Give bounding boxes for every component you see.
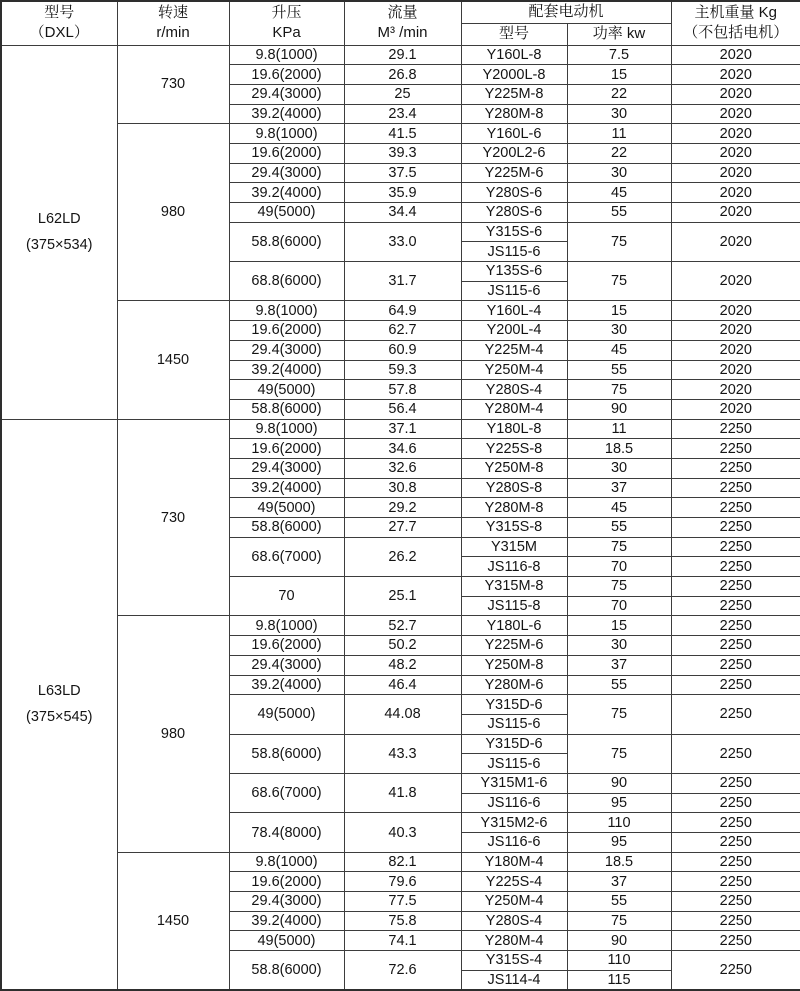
weight-cell: 2250 [671,518,800,538]
power-cell: 37 [567,478,671,498]
motor-model-cell: Y280M-4 [461,931,567,951]
power-cell: 15 [567,65,671,85]
motor-model-cell: Y250M-8 [461,655,567,675]
weight-cell: 2250 [671,872,800,892]
motor-model-cell: Y315M [461,537,567,557]
motor-model-cell: Y250M-4 [461,892,567,912]
pressure-cell: 39.2(4000) [229,183,344,203]
motor-model-cell: JS115-6 [461,714,567,734]
motor-model-cell: Y315S-4 [461,951,567,971]
motor-model-cell: Y160L-8 [461,45,567,65]
weight-cell: 2250 [671,577,800,597]
pressure-cell: 70 [229,577,344,616]
power-cell: 30 [567,458,671,478]
header-model-line1: 型号 [44,4,75,22]
flow-cell: 31.7 [344,262,461,301]
power-cell: 70 [567,557,671,577]
flow-cell: 43.3 [344,734,461,773]
pressure-cell: 68.6(7000) [229,537,344,576]
power-cell: 30 [567,321,671,341]
pressure-cell: 19.6(2000) [229,872,344,892]
flow-cell: 62.7 [344,321,461,341]
power-cell: 115 [567,970,671,990]
motor-model-cell: Y180L-8 [461,419,567,439]
pressure-cell: 29.4(3000) [229,458,344,478]
weight-cell: 2250 [671,616,800,636]
flow-cell: 40.3 [344,813,461,852]
weight-cell: 2250 [671,695,800,734]
weight-cell: 2250 [671,911,800,931]
pressure-cell: 9.8(1000) [229,419,344,439]
header-speed [117,1,229,45]
weight-cell: 2020 [671,45,800,65]
header-flow [344,1,461,45]
power-cell: 55 [567,518,671,538]
motor-model-cell: JS116-8 [461,557,567,577]
power-cell: 37 [567,872,671,892]
table-header [1,1,800,45]
motor-model-cell: Y315M1-6 [461,773,567,793]
power-cell: 90 [567,931,671,951]
pressure-cell: 29.4(3000) [229,340,344,360]
pressure-cell: 29.4(3000) [229,163,344,183]
motor-model-cell: JS116-6 [461,793,567,813]
pressure-cell: 58.8(6000) [229,399,344,419]
header-model-line2: （DXL） [29,24,89,42]
weight-cell: 2020 [671,380,800,400]
weight-cell: 2250 [671,931,800,951]
power-cell: 75 [567,380,671,400]
motor-model-cell: Y315S-6 [461,222,567,242]
motor-model-cell: Y280M-8 [461,498,567,518]
pressure-cell: 9.8(1000) [229,124,344,144]
power-cell: 70 [567,596,671,616]
flow-cell: 74.1 [344,931,461,951]
weight-cell: 2250 [671,439,800,459]
motor-model-cell: Y160L-6 [461,124,567,144]
power-cell: 55 [567,892,671,912]
flow-cell: 33.0 [344,222,461,261]
header-flow-line1: 流量 [387,4,418,22]
power-cell: 45 [567,498,671,518]
motor-model-cell: Y2000L-8 [461,65,567,85]
weight-cell: 2250 [671,478,800,498]
power-cell: 37 [567,655,671,675]
pressure-cell: 58.8(6000) [229,951,344,990]
weight-cell: 2250 [671,675,800,695]
flow-cell: 30.8 [344,478,461,498]
flow-cell: 77.5 [344,892,461,912]
flow-cell: 26.2 [344,537,461,576]
motor-model-cell: Y135S-6 [461,262,567,282]
weight-cell: 2250 [671,655,800,675]
flow-cell: 79.6 [344,872,461,892]
header-motor-model: 型号 [461,23,567,45]
power-cell: 18.5 [567,852,671,872]
weight-cell: 2250 [671,852,800,872]
power-cell: 15 [567,301,671,321]
pressure-cell: 39.2(4000) [229,478,344,498]
motor-model-cell: Y225S-4 [461,872,567,892]
weight-cell: 2020 [671,262,800,301]
pressure-cell: 39.2(4000) [229,104,344,124]
header-motor-group: 配套电动机 [461,1,671,23]
weight-cell: 2020 [671,399,800,419]
rpm-cell: 1450 [117,852,229,990]
model-name: L62LD [37,211,81,228]
pressure-cell: 19.6(2000) [229,143,344,163]
rpm-cell: 980 [117,124,229,301]
flow-cell: 34.4 [344,203,461,223]
motor-model-cell: JS115-8 [461,596,567,616]
flow-cell: 48.2 [344,655,461,675]
motor-model-cell: Y280M-6 [461,675,567,695]
header-pressure-line2: KPa [272,24,301,42]
flow-cell: 25 [344,84,461,104]
weight-cell: 2020 [671,84,800,104]
flow-cell: 44.08 [344,695,461,734]
power-cell: 55 [567,675,671,695]
motor-model-cell: Y280M-4 [461,399,567,419]
weight-cell: 2020 [671,163,800,183]
flow-cell: 50.2 [344,636,461,656]
pressure-cell: 9.8(1000) [229,301,344,321]
power-cell: 110 [567,951,671,971]
motor-model-cell: Y280S-4 [461,380,567,400]
header-row-1 [1,1,800,23]
flow-cell: 60.9 [344,340,461,360]
flow-cell: 26.8 [344,65,461,85]
flow-cell: 41.5 [344,124,461,144]
motor-model-cell: Y180L-6 [461,616,567,636]
flow-cell: 57.8 [344,380,461,400]
power-cell: 11 [567,124,671,144]
power-cell: 75 [567,222,671,261]
weight-cell: 2250 [671,419,800,439]
flow-cell: 25.1 [344,577,461,616]
power-cell: 15 [567,616,671,636]
power-cell: 75 [567,695,671,734]
weight-cell: 2250 [671,734,800,773]
flow-cell: 46.4 [344,675,461,695]
weight-cell: 2250 [671,596,800,616]
weight-cell: 2020 [671,65,800,85]
flow-cell: 72.6 [344,951,461,990]
motor-model-cell: Y200L2-6 [461,143,567,163]
power-cell: 90 [567,399,671,419]
table-row [1,616,800,636]
table-row [1,852,800,872]
weight-cell: 2020 [671,183,800,203]
pressure-cell: 29.4(3000) [229,892,344,912]
pressure-cell: 19.6(2000) [229,439,344,459]
motor-model-cell: JS116-6 [461,833,567,853]
pressure-cell: 49(5000) [229,203,344,223]
pressure-cell: 78.4(8000) [229,813,344,852]
rpm-cell: 730 [117,45,229,124]
header-flow-line2: M³ /min [377,24,428,42]
flow-cell: 29.2 [344,498,461,518]
weight-cell: 2020 [671,321,800,341]
flow-cell: 29.1 [344,45,461,65]
pressure-cell: 49(5000) [229,498,344,518]
motor-model-cell: Y280S-6 [461,183,567,203]
flow-cell: 35.9 [344,183,461,203]
model-cell [1,45,117,419]
motor-model-cell: Y225S-8 [461,439,567,459]
flow-cell: 37.5 [344,163,461,183]
header-weight-line2: （不包括电机） [683,24,789,42]
motor-model-cell: Y280M-8 [461,104,567,124]
pressure-cell: 19.6(2000) [229,636,344,656]
motor-model-cell: Y280S-6 [461,203,567,223]
flow-cell: 34.6 [344,439,461,459]
motor-model-cell: JS115-6 [461,242,567,262]
power-cell: 45 [567,183,671,203]
pressure-cell: 58.8(6000) [229,222,344,261]
pressure-cell: 49(5000) [229,380,344,400]
weight-cell: 2020 [671,301,800,321]
motor-model-cell: Y250M-4 [461,360,567,380]
weight-cell: 2250 [671,773,800,793]
flow-cell: 82.1 [344,852,461,872]
flow-cell: 39.3 [344,143,461,163]
weight-cell: 2250 [671,793,800,813]
header-speed-line1: 转速 [157,4,188,22]
motor-model-cell: Y280S-4 [461,911,567,931]
flow-cell: 52.7 [344,616,461,636]
flow-cell: 23.4 [344,104,461,124]
motor-model-cell: Y250M-8 [461,458,567,478]
weight-cell: 2250 [671,833,800,853]
pressure-cell: 58.8(6000) [229,518,344,538]
weight-cell: 2250 [671,557,800,577]
weight-cell: 2020 [671,143,800,163]
header-motor-power: 功率 kw [567,23,671,45]
table-row [1,45,800,65]
motor-model-cell: Y225M-8 [461,84,567,104]
power-cell: 95 [567,793,671,813]
header-pressure-line1: 升压 [271,4,302,22]
power-cell: 22 [567,143,671,163]
model-cell [1,419,117,990]
pressure-cell: 68.8(6000) [229,262,344,301]
weight-cell: 2020 [671,203,800,223]
weight-cell: 2250 [671,813,800,833]
header-model [1,1,117,45]
flow-cell: 59.3 [344,360,461,380]
weight-cell: 2250 [671,498,800,518]
pressure-cell: 29.4(3000) [229,655,344,675]
motor-model-cell: JS115-6 [461,281,567,301]
motor-model-cell: Y315D-6 [461,695,567,715]
weight-cell: 2250 [671,458,800,478]
motor-model-cell: Y280S-8 [461,478,567,498]
weight-cell: 2250 [671,951,800,990]
power-cell: 30 [567,104,671,124]
power-cell: 7.5 [567,45,671,65]
model-size: (375×545) [25,709,93,726]
power-cell: 11 [567,419,671,439]
power-cell: 75 [567,262,671,301]
header-weight [671,1,800,45]
rpm-cell: 980 [117,616,229,852]
power-cell: 75 [567,734,671,773]
motor-model-cell: JS114-4 [461,970,567,990]
power-cell: 18.5 [567,439,671,459]
power-cell: 90 [567,773,671,793]
pressure-cell: 49(5000) [229,695,344,734]
pressure-cell: 39.2(4000) [229,360,344,380]
model-size: (375×534) [25,237,93,254]
weight-cell: 2250 [671,537,800,557]
weight-cell: 2250 [671,892,800,912]
header-weight-line1: 主机重量 Kg [694,4,778,22]
motor-model-cell: Y180M-4 [461,852,567,872]
motor-model-cell: Y160L-4 [461,301,567,321]
table-body [1,45,800,990]
pressure-cell: 9.8(1000) [229,616,344,636]
pressure-cell: 39.2(4000) [229,911,344,931]
motor-model-cell: Y315S-8 [461,518,567,538]
power-cell: 30 [567,636,671,656]
power-cell: 95 [567,833,671,853]
pressure-cell: 29.4(3000) [229,84,344,104]
weight-cell: 2020 [671,360,800,380]
flow-cell: 41.8 [344,773,461,812]
rpm-cell: 1450 [117,301,229,419]
power-cell: 75 [567,911,671,931]
power-cell: 55 [567,360,671,380]
motor-model-cell: JS115-6 [461,754,567,774]
power-cell: 30 [567,163,671,183]
rpm-cell: 730 [117,419,229,616]
motor-model-cell: Y315D-6 [461,734,567,754]
pressure-cell: 9.8(1000) [229,852,344,872]
motor-model-cell: Y225M-6 [461,163,567,183]
flow-cell: 32.6 [344,458,461,478]
power-cell: 75 [567,537,671,557]
power-cell: 75 [567,577,671,597]
flow-cell: 75.8 [344,911,461,931]
power-cell: 110 [567,813,671,833]
power-cell: 45 [567,340,671,360]
weight-cell: 2020 [671,222,800,261]
pressure-cell: 9.8(1000) [229,45,344,65]
model-name: L63LD [37,683,81,700]
pressure-cell: 58.8(6000) [229,734,344,773]
weight-cell: 2020 [671,124,800,144]
pressure-cell: 19.6(2000) [229,321,344,341]
flow-cell: 27.7 [344,518,461,538]
motor-model-cell: Y225M-6 [461,636,567,656]
flow-cell: 37.1 [344,419,461,439]
table-row [1,301,800,321]
motor-model-cell: Y315M-8 [461,577,567,597]
power-cell: 22 [567,84,671,104]
motor-model-cell: Y225M-4 [461,340,567,360]
header-pressure [229,1,344,45]
weight-cell: 2250 [671,636,800,656]
weight-cell: 2020 [671,104,800,124]
table-row [1,419,800,439]
flow-cell: 56.4 [344,399,461,419]
weight-cell: 2020 [671,340,800,360]
power-cell: 55 [567,203,671,223]
pressure-cell: 39.2(4000) [229,675,344,695]
header-speed-line2: r/min [156,24,190,42]
pressure-cell: 19.6(2000) [229,65,344,85]
pressure-cell: 68.6(7000) [229,773,344,812]
motor-model-cell: Y315M2-6 [461,813,567,833]
motor-model-cell: Y200L-4 [461,321,567,341]
pressure-cell: 49(5000) [229,931,344,951]
table-row [1,124,800,144]
flow-cell: 64.9 [344,301,461,321]
